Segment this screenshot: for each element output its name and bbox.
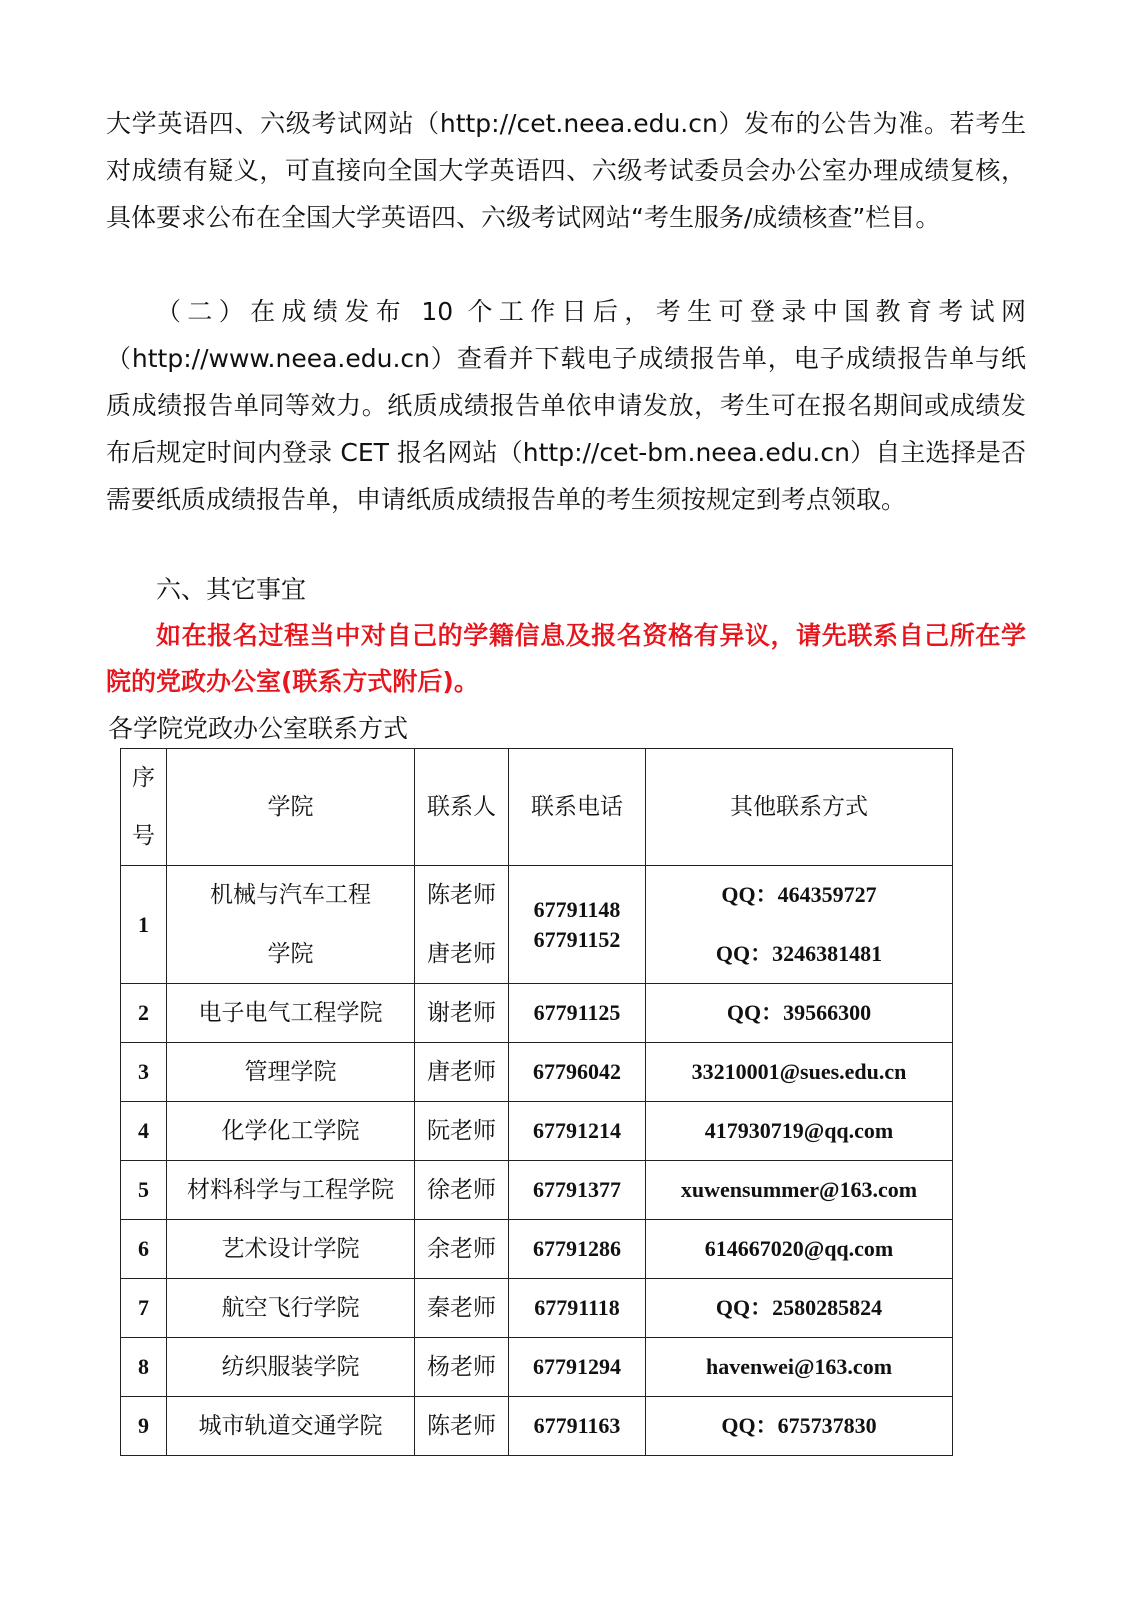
row-other-contact: 614667020@qq.com [646, 1220, 953, 1279]
table-row [121, 866, 953, 984]
row-college: 管理学院 [167, 1043, 415, 1102]
contact-table [120, 748, 953, 1456]
table-row [121, 1220, 953, 1279]
row-other-contact: xuwensummer@163.com [646, 1161, 953, 1220]
row-person: 陈老师 唐老师 [415, 866, 509, 984]
row-phone: 67791148 67791152 [509, 866, 646, 984]
table-row [121, 1279, 953, 1338]
paragraph-electronic-report: （二）在成绩发布 10 个工作日后，考生可登录中国教育考试网（http://www.neea.edu.cn）查看并下载电子成绩报告单，电子成绩报告单与纸质成绩报告单同等效力。纸质成绩报告单依申请发放，考生可在报名期间或成绩发布后规定时间内登录 CET 报名网站（http://cet-bm.neea.edu.cn）自主选择是否需要纸质成绩报告单，申请纸质成绩报告单的考生须按规定到考点领取。 [106, 297, 1026, 514]
row-person: 谢老师 [415, 984, 509, 1043]
row-college: 纺织服装学院 [167, 1338, 415, 1397]
row-college: 材料科学与工程学院 [167, 1161, 415, 1220]
row-person: 徐老师 [415, 1161, 509, 1220]
row-phone: 67791125 [509, 984, 646, 1043]
row-person: 阮老师 [415, 1102, 509, 1161]
table-row [121, 1102, 953, 1161]
row-index: 2 [121, 984, 167, 1043]
row-person: 唐老师 [415, 1043, 509, 1102]
table-row [121, 984, 953, 1043]
table-row [121, 1161, 953, 1220]
row-other-contact: QQ：39566300 [646, 984, 953, 1043]
row-index: 7 [121, 1279, 167, 1338]
header-contact-person: 联系人 [415, 749, 509, 866]
row-college: 城市轨道交通学院 [167, 1397, 415, 1456]
row-person: 余老师 [415, 1220, 509, 1279]
row-phone: 67791294 [509, 1338, 646, 1397]
row-other-contact: 33210001@sues.edu.cn [646, 1043, 953, 1102]
row-person: 杨老师 [415, 1338, 509, 1397]
table-row [121, 1043, 953, 1102]
table-header-row [121, 749, 953, 866]
row-index: 3 [121, 1043, 167, 1102]
row-index: 6 [121, 1220, 167, 1279]
table-row [121, 1397, 953, 1456]
table-row [121, 1338, 953, 1397]
table-caption: 各学院党政办公室联系方式 [108, 714, 409, 743]
header-phone: 联系电话 [509, 749, 646, 866]
row-college: 艺术设计学院 [167, 1220, 415, 1279]
paragraph-score-review: 大学英语四、六级考试网站（http://cet.neea.edu.cn）发布的公告为准。若考生对成绩有疑义，可直接向全国大学英语四、六级考试委员会办公室办理成绩复核，具体要求公布在全国大学英语四、六级考试网站“考生服务/成绩核查”栏目。 [106, 109, 1026, 232]
row-phone: 67791214 [509, 1102, 646, 1161]
row-college: 航空飞行学院 [167, 1279, 415, 1338]
row-phone: 67796042 [509, 1043, 646, 1102]
section-heading: 六、其它事宜 [156, 575, 307, 604]
header-index: 序号 [121, 749, 167, 866]
row-index: 8 [121, 1338, 167, 1397]
notice-red: 如在报名过程当中对自己的学籍信息及报名资格有异议，请先联系自己所在学院的党政办公室(联系方式附后)。 [106, 621, 1026, 696]
header-other-contact: 其他联系方式 [646, 749, 953, 866]
row-phone: 67791286 [509, 1220, 646, 1279]
row-other-contact: QQ：464359727 QQ：3246381481 [646, 866, 953, 984]
row-college: 化学化工学院 [167, 1102, 415, 1161]
row-index: 5 [121, 1161, 167, 1220]
header-college: 学院 [167, 749, 415, 866]
row-college: 电子电气工程学院 [167, 984, 415, 1043]
row-person: 秦老师 [415, 1279, 509, 1338]
row-index: 1 [121, 866, 167, 984]
row-person: 陈老师 [415, 1397, 509, 1456]
row-phone: 67791377 [509, 1161, 646, 1220]
row-index: 9 [121, 1397, 167, 1456]
row-other-contact: 417930719@qq.com [646, 1102, 953, 1161]
row-phone: 67791118 [509, 1279, 646, 1338]
row-other-contact: QQ：675737830 [646, 1397, 953, 1456]
row-phone: 67791163 [509, 1397, 646, 1456]
row-other-contact: havenwei@163.com [646, 1338, 953, 1397]
row-college: 机械与汽车工程 学院 [167, 866, 415, 984]
row-index: 4 [121, 1102, 167, 1161]
row-other-contact: QQ：2580285824 [646, 1279, 953, 1338]
